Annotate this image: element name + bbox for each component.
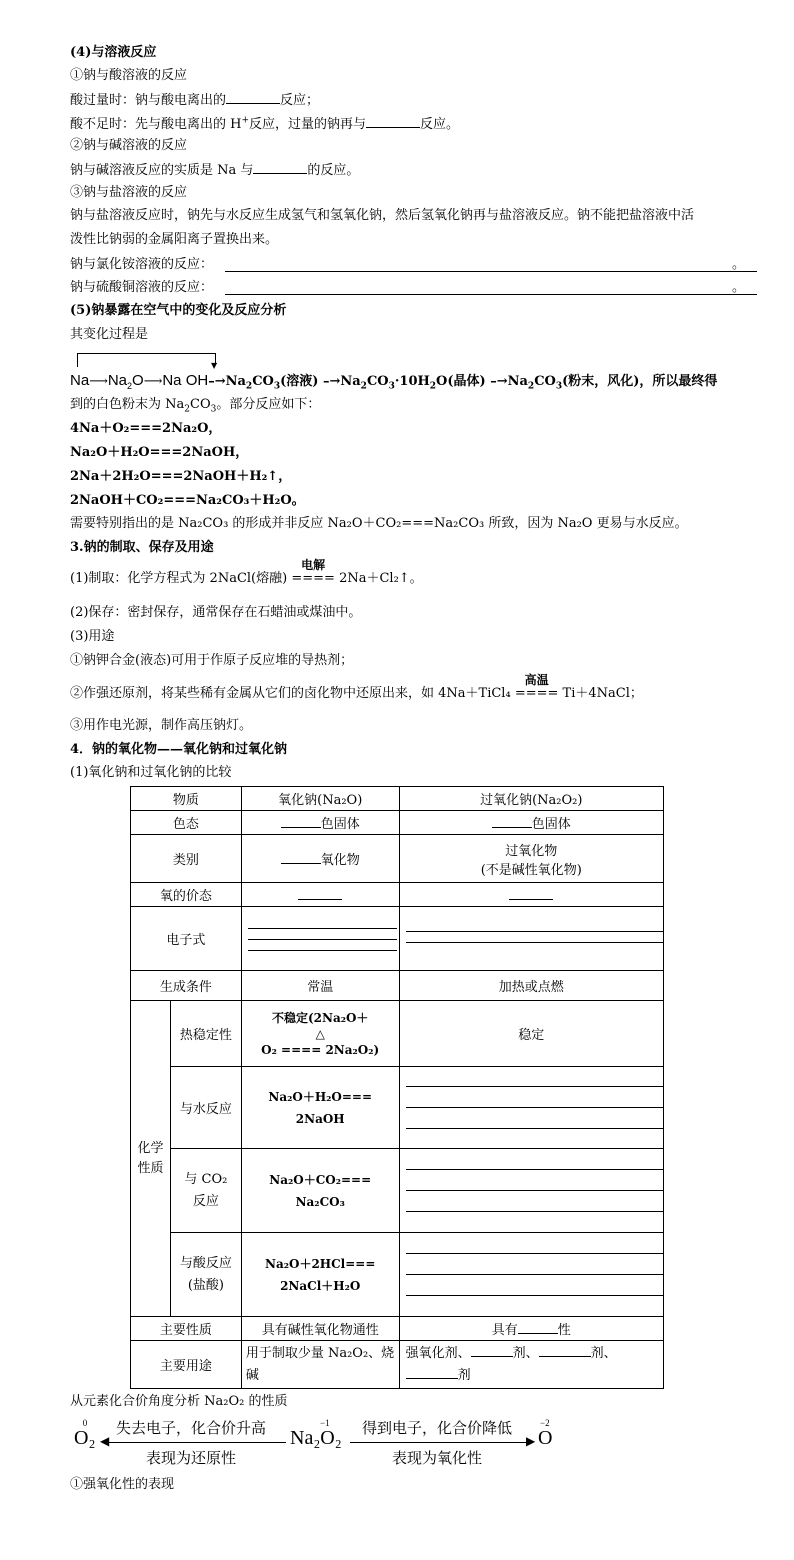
oxidizing-label: 表现为氧化性 bbox=[392, 1449, 483, 1467]
row-co2: 与 CO₂ 反应 bbox=[170, 1149, 241, 1233]
answer-line[interactable] bbox=[406, 1211, 663, 1212]
use-1: ①钠钾合金(液态)可用于作原子反应堆的导热剂； bbox=[70, 653, 354, 668]
row-color: 色态 bbox=[131, 811, 242, 835]
bypass-arrow-top bbox=[78, 353, 216, 354]
header-na2o2: 过氧化钠(Na₂O₂) bbox=[399, 787, 663, 811]
row-oxidation-state: 氧的价态 bbox=[131, 883, 242, 907]
answer-line[interactable] bbox=[248, 950, 397, 951]
gain-electrons-label: 得到电子，化合价降低 bbox=[362, 1419, 513, 1437]
acid-deficit-line: 酸不足时：先与酸电离出的 H+反应，过量的钠再与 反应。 bbox=[70, 115, 460, 132]
base-reaction-title: ②钠与碱溶液的反应 bbox=[70, 138, 188, 153]
answer-line[interactable] bbox=[225, 294, 757, 295]
equation-1: 4Na＋O₂===2Na₂O， bbox=[70, 421, 222, 436]
section-5-heading: (5)钠暴露在空气中的变化及反应分析 bbox=[70, 303, 287, 318]
left-arrow-line bbox=[104, 1442, 286, 1443]
use-3: ③用作电光源，制作高压钠灯。 bbox=[70, 718, 253, 733]
lose-electrons-label: 失去电子，化合价升高 bbox=[116, 1419, 267, 1437]
section-3-heading: 3.钠的制取、保存及用途 bbox=[70, 540, 214, 555]
comparison-subheading: (1)氧化钠和过氧化钠的比较 bbox=[70, 765, 232, 780]
answer-line[interactable] bbox=[406, 942, 663, 943]
answer-line[interactable] bbox=[248, 939, 397, 940]
chem-props-label: 化学性质 bbox=[131, 1001, 171, 1317]
answer-line[interactable] bbox=[406, 1253, 663, 1254]
acid-reaction-title: ①钠与酸溶液的反应 bbox=[70, 68, 188, 83]
cuso4-reaction-label: 钠与硫酸铜溶液的反应： bbox=[70, 280, 214, 295]
nh4cl-reaction-label: 钠与氯化铵溶液的反应： bbox=[70, 257, 214, 272]
bypass-arrow-left bbox=[77, 353, 78, 367]
oxide-comparison-table: 物质 氧化钠(Na₂O) 过氧化钠(Na₂O₂) 色态 色固体 色固体 类别 氧化物 过氧化物 (不是碱性氧化物) 氧的价态 电子式 生成条件 常温 加热或点燃 化学性质 热稳定性 不稳定(2Na₂O＋ △ O₂ ==== 2Na₂O₂) 稳定 与水反应 Na₂O＋H₂O=== 2NaOH 与 CO₂ 反应 Na₂O＋CO₂=== Na₂CO₃ 与酸反应 (盐酸) Na₂O＋2HCl=== 2NaCl＋H₂O 主要性质 具有碱性氧化物通性 具有 性 主要用途 用于制取少量 Na₂O₂、烧 碱 强氧化剂、 剂、 剂、 剂 bbox=[130, 786, 664, 1389]
row-thermal-stability: 热稳定性 bbox=[170, 1001, 241, 1067]
o2-zero-state: 0 O₂ bbox=[74, 1418, 96, 1449]
storage-line: (2)保存：密封保存，通常保存在石蜡油或煤油中。 bbox=[70, 605, 362, 620]
answer-blank[interactable] bbox=[406, 1365, 458, 1379]
period: 。 bbox=[732, 280, 746, 295]
section-4-oxides-heading: 4．钠的氧化物——氧化钠和过氧化钠 bbox=[70, 742, 288, 757]
row-main-uses: 主要用途 bbox=[131, 1341, 242, 1389]
answer-blank[interactable] bbox=[492, 814, 532, 828]
answer-line[interactable] bbox=[406, 1086, 663, 1087]
acid-excess-line: 酸过量时：钠与酸电离出的 反应； bbox=[70, 90, 319, 110]
reducing-label: 表现为还原性 bbox=[146, 1449, 237, 1467]
answer-blank[interactable] bbox=[253, 160, 307, 174]
preparation-line: (1)制取：化学方程式为 2NaCl(熔融) 电解 ==== 2Na＋Cl₂↑。 bbox=[70, 558, 423, 586]
answer-line[interactable] bbox=[406, 1295, 663, 1296]
row-acid: 与酸反应 (盐酸) bbox=[170, 1233, 241, 1317]
equation-2: Na₂O＋H₂O===2NaOH， bbox=[70, 445, 249, 460]
answer-blank[interactable] bbox=[298, 886, 342, 900]
na2o2-center: −1 Na₂O₂ bbox=[290, 1418, 342, 1449]
final-product-line: 到的白色粉末为 $Na_2CO_3$。部分反应如下： bbox=[70, 397, 321, 415]
equation-3: 2Na＋2H₂O===2NaOH＋H₂↑， bbox=[70, 469, 292, 484]
valence-intro: 从元素化合价角度分析 Na₂O₂ 的性质 bbox=[70, 1394, 288, 1409]
uses-heading: (3)用途 bbox=[70, 629, 115, 644]
salt-reaction-text: 钠与盐溶液反应时，钠先与水反应生成氢气和氢氧化钠，然后氢氧化钠再与盐溶液反应。钠不能把盐溶液中活 bbox=[70, 208, 695, 223]
salt-reaction-text-2: 泼性比钠弱的金属阳离子置换出来。 bbox=[70, 232, 279, 247]
answer-blank[interactable] bbox=[226, 90, 280, 104]
row-formation: 生成条件 bbox=[131, 971, 242, 1001]
bypass-arrowhead: ▼ bbox=[211, 361, 218, 370]
special-note: 需要特别指出的是 Na₂CO₃ 的形成并非反应 Na₂O＋CO₂===Na₂CO₃ 所致，因为 Na₂O 更易与水反应。 bbox=[70, 516, 688, 531]
answer-blank[interactable] bbox=[366, 114, 420, 128]
answer-blank[interactable] bbox=[281, 814, 321, 828]
answer-line[interactable] bbox=[406, 1274, 663, 1275]
answer-blank[interactable] bbox=[518, 1320, 558, 1334]
period: 。 bbox=[732, 257, 746, 272]
row-water: 与水反应 bbox=[170, 1067, 241, 1149]
answer-line[interactable] bbox=[406, 1190, 663, 1191]
right-arrow-line bbox=[350, 1442, 532, 1443]
salt-reaction-title: ③钠与盐溶液的反应 bbox=[70, 185, 188, 200]
row-type: 类别 bbox=[131, 835, 242, 883]
answer-blank[interactable] bbox=[509, 886, 553, 900]
right-arrowhead: ▶ bbox=[526, 1434, 536, 1448]
row-electron-formula: 电子式 bbox=[131, 907, 242, 971]
o-minus2-state: −2 O bbox=[538, 1418, 553, 1449]
answer-line[interactable] bbox=[406, 1169, 663, 1170]
answer-line[interactable] bbox=[248, 928, 397, 929]
answer-line[interactable] bbox=[406, 931, 663, 932]
row-main-properties: 主要性质 bbox=[131, 1317, 242, 1341]
answer-blank[interactable] bbox=[471, 1343, 513, 1357]
header-na2o: 氧化钠(Na₂O) bbox=[241, 787, 399, 811]
strong-oxidizing-heading: ①强氧化性的表现 bbox=[70, 1477, 175, 1492]
use-2: ②作强还原剂，将某些稀有金属从它们的卤化物中还原出来，如 4Na＋TiCl₄ 高温 ==== Ti＋4NaCl； bbox=[70, 673, 643, 701]
header-substance: 物质 bbox=[131, 787, 242, 811]
answer-line[interactable] bbox=[406, 1107, 663, 1108]
oxidation-chain: $Na⟶Na_2O⟶Na$ $OH-\to Na_2CO_3$(溶液) $-\to Na_2CO_3\cdot 10H_2O$(晶体) $-\to Na_2CO_3$(粉末，风化)，所以最终得 bbox=[70, 372, 718, 392]
answer-blank[interactable] bbox=[281, 850, 321, 864]
equation-4: 2NaOH＋CO₂===Na₂CO₃＋H₂O。 bbox=[70, 493, 305, 508]
answer-blank[interactable] bbox=[539, 1343, 591, 1357]
section-4-heading: (4)与溶液反应 bbox=[70, 45, 157, 60]
answer-line[interactable] bbox=[406, 1128, 663, 1129]
process-intro: 其变化过程是 bbox=[70, 327, 149, 342]
answer-line[interactable] bbox=[225, 271, 757, 272]
left-arrowhead: ◀ bbox=[100, 1434, 110, 1448]
base-reaction-line: 钠与碱溶液反应的实质是 Na 与 的反应。 bbox=[70, 160, 359, 180]
